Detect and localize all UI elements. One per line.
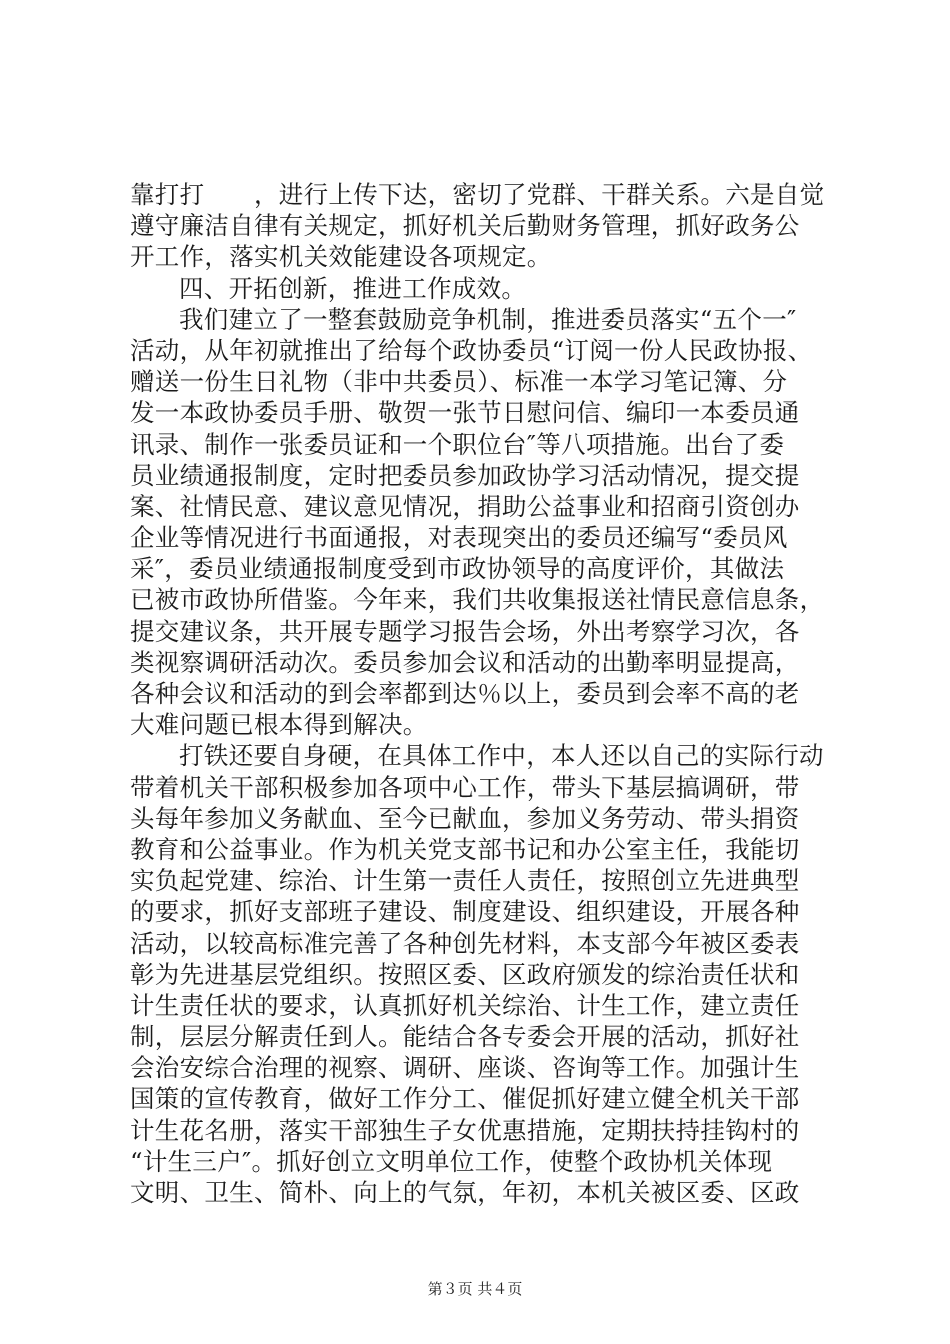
- text-line: 彰为先进基层党组织。按照区委、区政府颁发的综治责任状和: [130, 959, 800, 989]
- text-line: 讯录、制作一张委员证和一个职位台″等八项措施。出台了委: [130, 429, 785, 459]
- text-line: 员业绩通报制度，定时把委员参加政协学习活动情况，提交提: [130, 460, 800, 490]
- text-line: 案、社情民意、建议意见情况，捐助公益事业和招商引资创办: [130, 491, 800, 521]
- paragraph-start: 我们建立了一整套鼓励竞争机制，推进委员落实“五个一″: [179, 304, 797, 334]
- text-line: “计生三户″。抓好创立文明单位工作，使整个政协机关体现: [130, 1146, 773, 1176]
- text-line: 教育和公益事业。作为机关党支部书记和办公室主任，我能切: [130, 834, 800, 864]
- text-line: 采″，委员业绩通报制度受到市政协领导的高度评价，其做法: [130, 554, 785, 584]
- text-line: 活动，以较高标准完善了各种创先材料，本支部今年被区委表: [130, 928, 800, 958]
- text-line: 会治安综合治理的视察、调研、座谈、咨询等工作。加强计生: [130, 1053, 800, 1083]
- text-line: 计生责任状的要求，认真抓好机关综治、计生工作，建立责任: [130, 990, 800, 1020]
- text-line: 的要求，抓好支部班子建设、制度建设、组织建设，开展各种: [130, 897, 800, 927]
- text-line: 企业等情况进行书面通报，对表现突出的委员还编写“委员风: [130, 523, 788, 553]
- section-heading: 四、开拓创新，推进工作成效。: [179, 273, 527, 303]
- text-line: 各种会议和活动的到会率都到达％以上，委员到会率不高的老: [130, 679, 800, 708]
- text-line: 赠送一份生日礼物（非中共委员）、标准一本学习笔记簿、分: [130, 367, 788, 397]
- text-line: 大难问题已根本得到解决。: [130, 710, 428, 740]
- text-line: 文明、卫生、简朴、向上的气氛，年初，本机关被区委、区政: [130, 1178, 800, 1207]
- text-line: 头每年参加义务献血、至今已献血，参加义务劳动、带头捐资: [130, 803, 800, 833]
- text-line: 发一本政协委员手册、敬贺一张节日慰问信、编印一本委员通: [130, 398, 800, 428]
- text-line: 遵守廉洁自律有关规定，抓好机关后勤财务管理，抓好政务公: [130, 211, 800, 241]
- page-number-footer: 第３页 共４页: [427, 1280, 523, 1298]
- paragraph-start: 打铁还要自身硬，在具体工作中，本人还以自己的实际行动: [179, 741, 824, 771]
- text-line: 已被市政协所借鉴。今年来，我们共收集报送社情民意信息条，: [130, 585, 825, 615]
- text-line: 靠打打 ，进行上传下达，密切了党群、干群关系。六是自觉: [130, 180, 825, 209]
- body-text: [130, 179, 830, 1208]
- text-line: 带着机关干部积极参加各项中心工作，带头下基层搞调研，带: [130, 772, 800, 802]
- text-line: 国策的宣传教育，做好工作分工、催促抓好建立健全机关干部: [130, 1084, 800, 1114]
- text-line: 活动，从年初就推出了给每个政协委员“订阅一份人民政协报、: [130, 335, 813, 365]
- text-line: 类视察调研活动次。委员参加会议和活动的出勤率明显提高，: [130, 647, 800, 677]
- text-line: 开工作，落实机关效能建设各项规定。: [130, 242, 552, 272]
- text-line: 实负起党建、综治、计生第一责任人责任，按照创立先进典型: [130, 866, 800, 896]
- text-line: 计生花名册，落实干部独生子女优惠措施，定期扶持挂钩村的: [130, 1115, 800, 1145]
- text-line: 提交建议条，共开展专题学习报告会场，外出考察学习次，各: [130, 616, 800, 646]
- text-line: 制，层层分解责任到人。能结合各专委会开展的活动，抓好社: [130, 1022, 800, 1052]
